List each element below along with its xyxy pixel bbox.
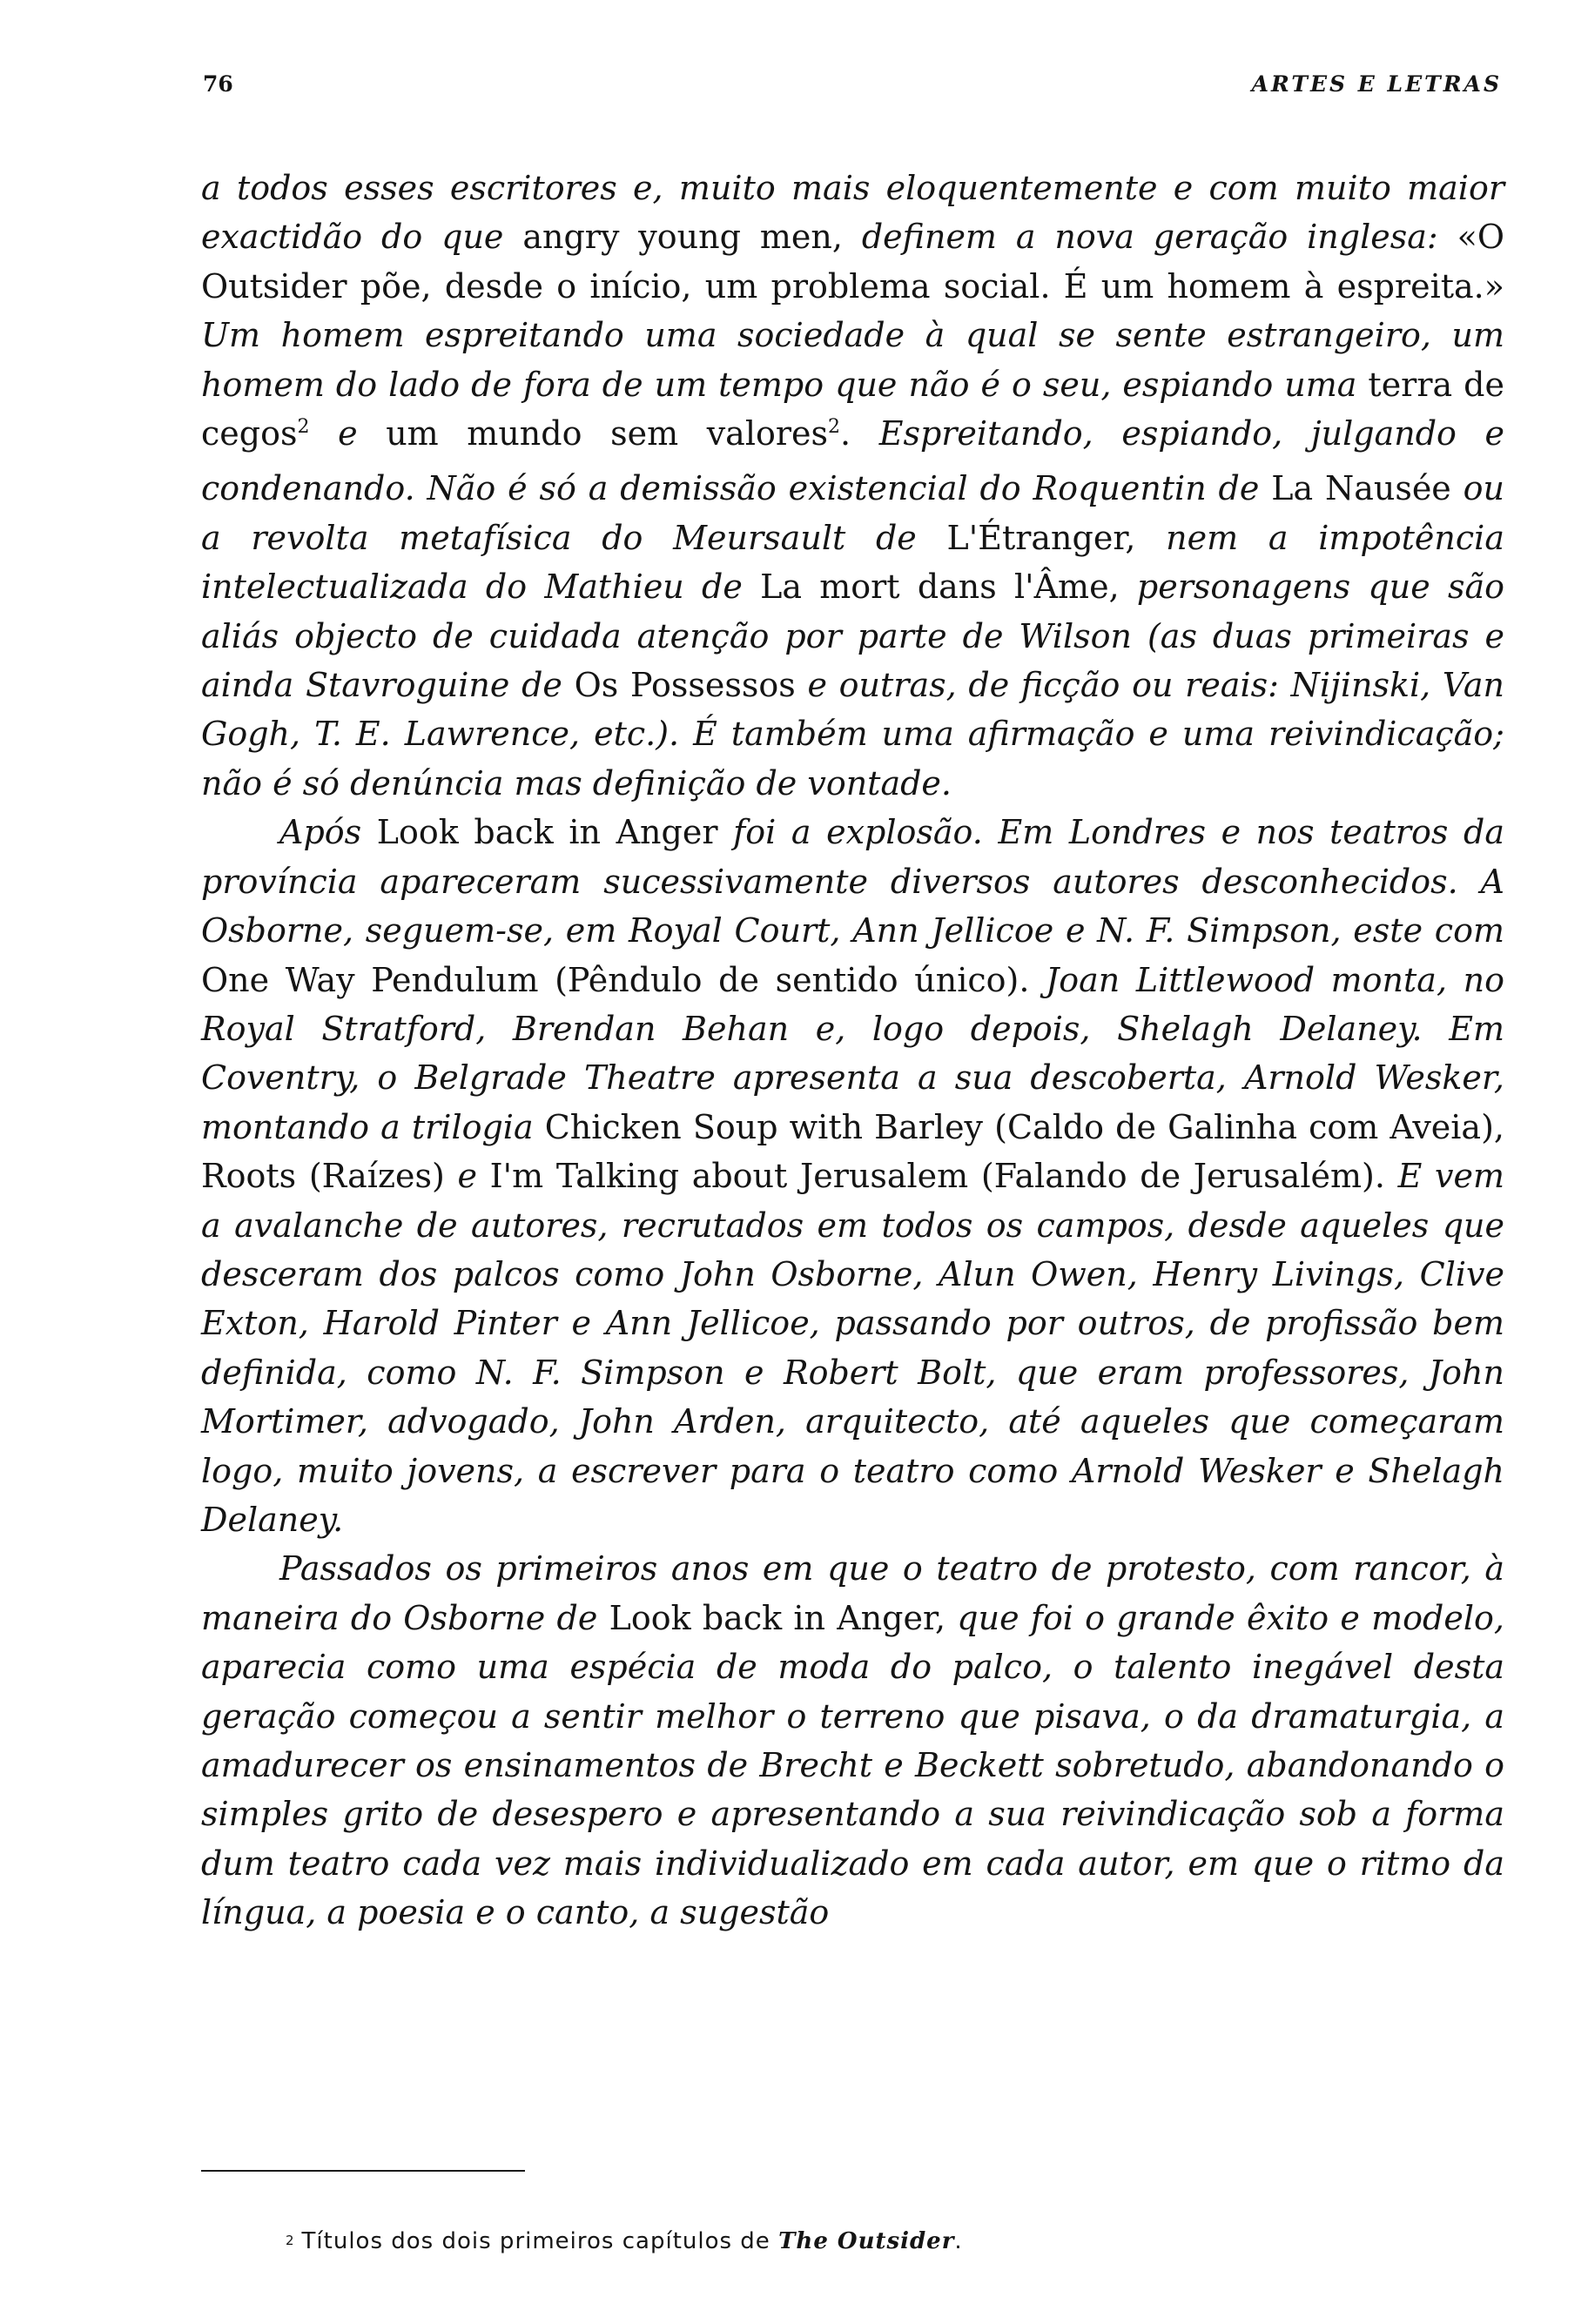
- roman-text-run: Os Possessos: [574, 666, 808, 705]
- italic-text-run: ou a revolta metafísica do Meursault de: [201, 469, 1505, 557]
- italic-text-run: Um homem espreitando uma sociedade à qual se sente estrangeiro, um homem do lado de fora de um tempo que não é o seu, espiando uma: [201, 316, 1504, 404]
- italic-text-run: e: [309, 414, 387, 453]
- roman-text-run: L'Étranger,: [946, 518, 1167, 557]
- italic-text-run: definem a nova geração inglesa:: [861, 218, 1457, 257]
- body-text: [201, 164, 1504, 1938]
- roman-text-run: One Way Pendulum (Pêndulo de sentido único).: [201, 960, 1046, 999]
- italic-text-run: que foi o grande êxito e modelo, aparecia como uma espécia de moda do palco, o talento inegável desta geração começou a sentir melhor o terreno que pisava, o da dramaturgia, a amadurecer os ensinamentos de Brecht e Beckett sobretudo, abandonando o simples grito de desespero e apresentando a sua reivindicação sob a forma dum teatro cada vez mais individualizado em cada autor, em que o ritmo da língua, a poesia e o canto, a sugestão: [201, 1598, 1504, 1932]
- paragraph: [201, 164, 1504, 808]
- italic-text-run: Após: [279, 813, 377, 852]
- roman-text-run: Look back in Anger,: [609, 1598, 958, 1637]
- roman-text-run: um mundo sem valores: [386, 414, 829, 453]
- italic-text-run: e: [457, 1157, 490, 1196]
- footnote-title: The Outsider: [778, 2228, 955, 2254]
- italic-text-run: a todos esses escritores e, muito mais eloquentemente e com muito maior exactidão do que: [201, 169, 1504, 257]
- italic-text-run: Joan Littlewood monta, no Royal Stratford, Brendan Behan e, logo depois, Shelagh Delaney. Em Coventry, o Belgrade Theatre apresenta a sua descoberta, Arnold Wesker, montando a trilogia: [201, 960, 1504, 1146]
- running-head: ARTES E LETRAS: [1251, 71, 1502, 97]
- italic-text-run: Espreitando, espiando, julgando e condenando. Não é só a demissão existencial do Roquentin de: [201, 414, 1504, 508]
- italic-text-run: personagens que são aliás objecto de cuidada atenção por parte de Wilson (as duas primeiras e ainda Stavroguine de: [201, 568, 1504, 705]
- footnote-divider: [201, 2170, 525, 2172]
- footnote-reference: 2: [297, 416, 310, 439]
- page-header: [0, 71, 1588, 106]
- roman-text-run: .: [840, 414, 879, 453]
- paragraph: [201, 1544, 1504, 1937]
- roman-text-run: Chicken Soup with Barley (Caldo de Galinha com Aveia), Roots (Raízes): [201, 1107, 1504, 1196]
- italic-text-run: nem a impotência intelectualizada do Mathieu de: [201, 518, 1504, 607]
- roman-text-run: «O Outsider põe, desde o início, um problema social. É um homem à espreita.»: [201, 218, 1504, 306]
- paragraph: [201, 808, 1504, 1544]
- roman-text-run: La mort dans l'Âme,: [760, 568, 1137, 607]
- roman-text-run: La Nausée: [1271, 469, 1464, 508]
- page-number: 76: [203, 71, 233, 97]
- italic-text-run: Passados os primeiros anos em que o teatro de protesto, com rancor, à maneira do Osborne de: [201, 1549, 1504, 1637]
- roman-text-run: Look back in Anger: [376, 813, 734, 852]
- roman-text-run: angry young men,: [522, 218, 862, 257]
- italic-text-run: e outras, de ficção ou reais: Nijinski, Van Gogh, T. E. Lawrence, etc.). É também uma afirmação e uma reivindicação; não é só denúncia mas definição de vontade.: [201, 666, 1505, 803]
- italic-text-run: foi a explosão. Em Londres e nos teatros da província apareceram sucessivamente diversos autores desconhecidos. A Osborne, seguem-se, em Royal Court, Ann Jellicoe e N. F. Simpson, este com: [201, 813, 1504, 950]
- footnote-text: Títulos dos dois primeiros capítulos de: [301, 2228, 779, 2254]
- footnote-end: .: [954, 2228, 963, 2254]
- footnote-reference: 2: [828, 416, 841, 439]
- italic-text-run: E vem a avalanche de autores, recrutados em todos os campos, desde aqueles que desceram dos palcos como John Osborne, Alun Owen, Henry Livings, Clive Exton, Harold Pinter e Ann Jellicoe, passando por outros, de profissão bem definida, como N. F. Simpson e Robert Bolt, que eram professores, John Mortimer, advogado, John Arden, arquitecto, até aqueles que começaram logo, muito jovens, a escrever para o teatro como Arnold Wesker e Shelagh Delaney.: [201, 1157, 1505, 1539]
- footnote: [286, 2227, 963, 2259]
- footnote-marker: 2: [286, 2233, 295, 2248]
- roman-text-run: I'm Talking about Jerusalem (Falando de Jerusalém).: [489, 1157, 1398, 1196]
- roman-text-run: terra de cegos: [201, 365, 1504, 453]
